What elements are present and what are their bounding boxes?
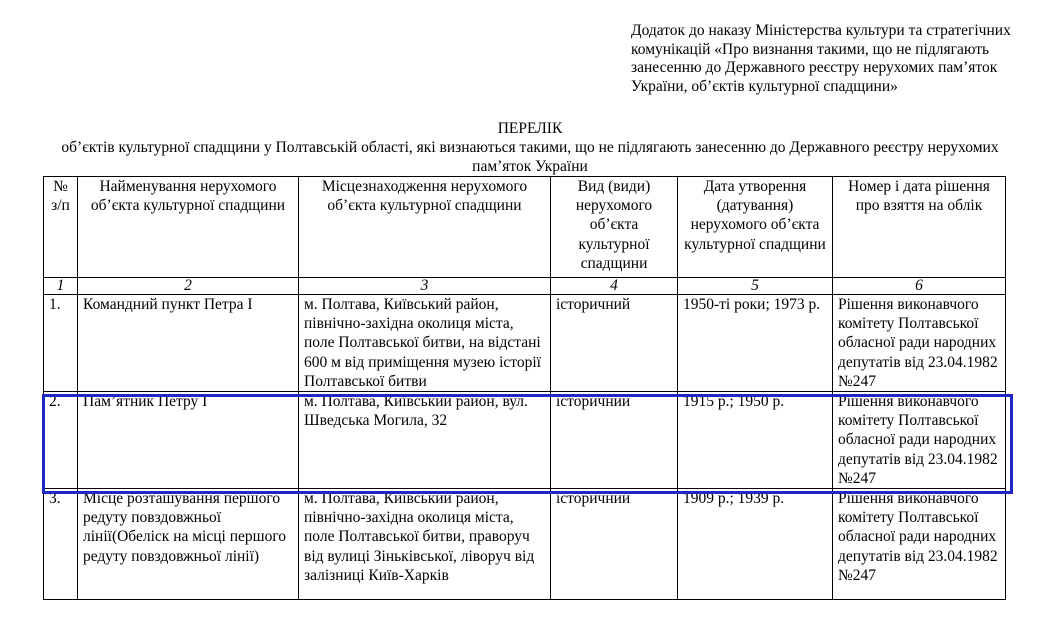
object-location: м. Полтава, Київський район, північно-західна околиця міста, поле Полтавської битви, праворуч від вулиці Зіньківської, ліворуч від залізниці Київ-Харків xyxy=(299,489,551,600)
table-row xyxy=(44,489,1006,600)
object-type: історичний xyxy=(551,295,678,392)
object-name: Пам’ятник Петру I xyxy=(78,392,299,489)
document-title: ПЕРЕЛІК xyxy=(497,120,563,137)
row-number: 3. xyxy=(44,489,78,600)
object-date: 1909 р.; 1939 р. xyxy=(678,489,833,600)
column-number: 4 xyxy=(551,278,678,295)
object-type: історичний xyxy=(551,489,678,600)
object-date: 1950-ті роки; 1973 р. xyxy=(678,295,833,392)
heritage-objects-table xyxy=(43,176,1006,600)
object-decision: Рішення виконавчого комітету Полтавської обласної ради народних депутатів від 23.04.1982 №247 xyxy=(833,295,1006,392)
table-row xyxy=(44,295,1006,392)
row-number: 2. xyxy=(44,392,78,489)
header-name: Найменування нерухомого об’єкта культурної спадщини xyxy=(78,177,299,278)
column-number: 2 xyxy=(78,278,299,295)
header-decision: Номер і дата рішення про взяття на облік xyxy=(833,177,1006,278)
header-location: Місцезнаходження нерухомого об’єкта культурної спадщини xyxy=(299,177,551,278)
header-date: Дата утворення (датування) нерухомого об’єкта культурної спадщини xyxy=(678,177,833,278)
column-number: 1 xyxy=(44,278,78,295)
table-header-row xyxy=(44,177,1006,278)
column-number: 6 xyxy=(833,278,1006,295)
table-row xyxy=(44,392,1006,489)
object-date: 1915 р.; 1950 р. xyxy=(678,392,833,489)
object-decision: Рішення виконавчого комітету Полтавської обласної ради народних депутатів від 23.04.1982 №247 xyxy=(833,489,1006,600)
header-type: Вид (види) нерухомого об’єкта культурної спадщини xyxy=(551,177,678,278)
object-location: м. Полтава, Київський район, північно-західна околиця міста, поле Полтавської битви, на відстані 600 м від приміщення музею історії Полтавської битви xyxy=(299,295,551,392)
header-number: № з/п xyxy=(44,177,78,278)
column-number: 5 xyxy=(678,278,833,295)
object-name: Місце розташування першого редуту повздовжньої лінії(Обеліск на місці першого редуту повздовжньої лінії) xyxy=(78,489,299,600)
column-number-row xyxy=(44,278,1006,295)
object-location: м. Полтава, Київський район, вул. Шведська Могила, 32 xyxy=(299,392,551,489)
object-decision: Рішення виконавчого комітету Полтавської обласної ради народних депутатів від 23.04.1982 №247 xyxy=(833,392,1006,489)
object-type: історичний xyxy=(551,392,678,489)
object-name: Командний пункт Петра I xyxy=(78,295,299,392)
column-number: 3 xyxy=(299,278,551,295)
appendix-note: Додаток до наказу Міністерства культури та стратегічних комунікацій «Про визнання такими, що не підлягають занесенню до Державного реєстру нерухомих пам’яток України, об’єктів культурної спадщини» xyxy=(631,22,1011,95)
row-number: 1. xyxy=(44,295,78,392)
document-subtitle: об’єктів культурної спадщини у Полтавській області, які визнаються такими, що не підлягають занесенню до Державного реєстру нерухомих пам’яток України xyxy=(61,139,999,175)
